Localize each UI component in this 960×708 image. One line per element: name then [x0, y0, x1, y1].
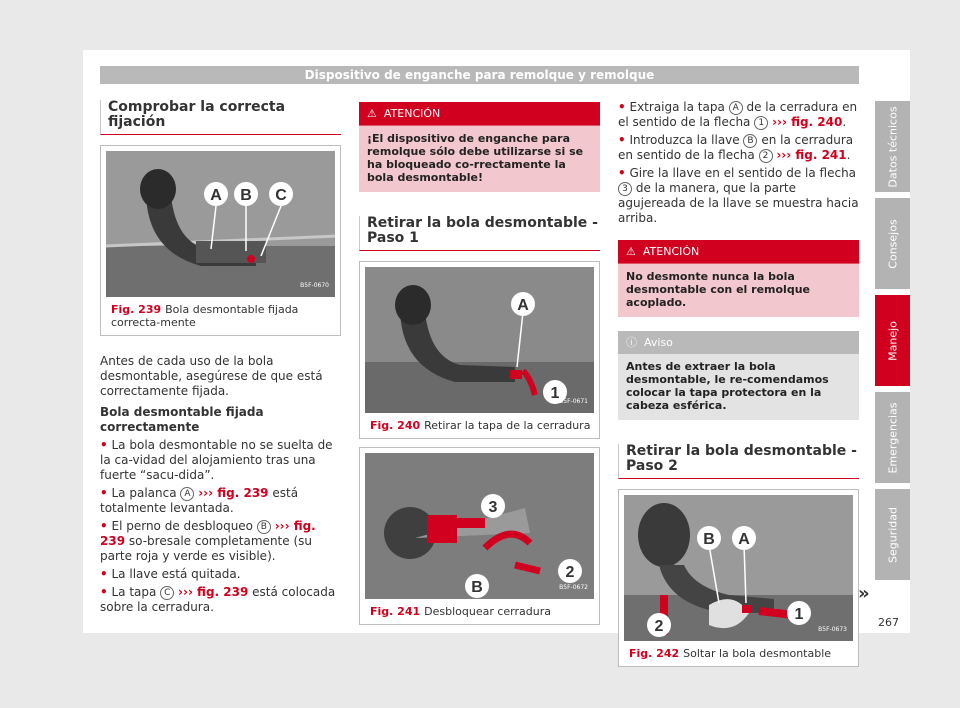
- image-code: B5F-0670: [300, 282, 329, 289]
- figure-239: [100, 145, 341, 336]
- caption-text: Soltar la bola desmontable: [683, 647, 832, 660]
- caption-text: Retirar la tapa de la cerradura: [424, 419, 591, 432]
- side-tab-seguridad[interactable]: Seguridad: [875, 489, 910, 580]
- continue-arrow: »: [858, 583, 870, 604]
- info-icon: ⓘ: [626, 336, 637, 349]
- callout-2: 2: [654, 618, 664, 635]
- page-number: 267: [878, 616, 899, 629]
- warning-header: ⚠ ATENCIÓN: [618, 240, 859, 264]
- cover-removal-image: [365, 267, 594, 413]
- warning-box: [618, 240, 859, 317]
- fig-link[interactable]: ››› fig. 239: [178, 585, 249, 599]
- letter-badge: C: [160, 586, 174, 600]
- note-box: [618, 331, 859, 420]
- warning-icon: ⚠: [626, 245, 636, 258]
- callout-a: A: [517, 297, 529, 314]
- callout-b: B: [471, 579, 483, 596]
- list-item: • La palanca A ››› fig. 239 está totalmente levantada.: [100, 486, 299, 515]
- fig-link[interactable]: ››› fig. 239: [198, 486, 269, 500]
- subheading: Bola desmontable fijada correctamente: [100, 405, 264, 434]
- figure-label: Fig. 239: [111, 303, 162, 316]
- letter-badge: B: [743, 134, 757, 148]
- image-code: B5F-0672: [559, 584, 588, 591]
- side-tab-manejo[interactable]: Manejo: [875, 295, 910, 386]
- side-tab-emergencias[interactable]: Emergencias: [875, 392, 910, 483]
- figure-241: [359, 447, 600, 625]
- number-badge: 1: [754, 116, 768, 130]
- note-text: Antes de extraer la bola desmontable, le re-comendamos colocar la tapa protectora en la cabeza esférica.: [618, 354, 859, 420]
- warning-box: [359, 102, 600, 192]
- warning-text: ¡El dispositivo de enganche para remolque sólo debe utilizarse si se ha bloqueado co-rrectamente la bola desmontable!: [359, 126, 600, 192]
- callout-3: 3: [488, 499, 498, 516]
- fig-link[interactable]: ››› fig. 241: [776, 148, 847, 162]
- list-item: • La bola desmontable no se suelta de la ca-vidad del alojamiento tras una fuerte “sacu-dida”.: [100, 438, 333, 482]
- tow-ball-image: [106, 151, 335, 297]
- warning-text: No desmonte nunca la bola desmontable con el remolque acoplado.: [618, 264, 859, 317]
- list-item: • Gire la llave en el sentido de la flecha 3 de la manera, que la parte agujereada de la llave se muestra hacia arriba.: [618, 166, 859, 225]
- right-column: [618, 100, 859, 667]
- section-title: Retirar la bola desmontable - Paso 1: [359, 216, 600, 251]
- figure-caption: [619, 641, 858, 666]
- image-code: B5F-0671: [559, 398, 588, 405]
- warning-header: ⚠ ATENCIÓN: [359, 102, 600, 126]
- section-title: Retirar la bola desmontable - Paso 2: [618, 444, 859, 479]
- side-tab-datos-tecnicos[interactable]: Datos técnicos: [875, 101, 910, 192]
- list-item: • La tapa C ››› fig. 239 está colocada sobre la cerradura.: [100, 585, 336, 614]
- letter-badge: A: [729, 101, 743, 115]
- figure-label: Fig. 241: [370, 605, 421, 618]
- callout-a: A: [210, 187, 222, 204]
- unlock-image: [365, 453, 594, 599]
- warning-icon: ⚠: [367, 107, 377, 120]
- figure-242: [618, 489, 859, 667]
- figure-240: [359, 261, 600, 439]
- list-item: • Extraiga la tapa A de la cerradura en el sentido de la flecha 1 ››› fig. 240.: [618, 100, 858, 129]
- caption-text: Bola desmontable fijada correcta-mente: [111, 303, 299, 329]
- callout-1: 1: [794, 606, 804, 623]
- release-ball-image: [624, 495, 853, 641]
- caption-text: Desbloquear cerradura: [424, 605, 551, 618]
- callout-1: 1: [550, 385, 560, 402]
- left-column: [100, 100, 341, 618]
- callout-2: 2: [565, 564, 575, 581]
- figure-label: Fig. 240: [370, 419, 421, 432]
- chapter-header: Dispositivo de enganche para remolque y remolque: [100, 66, 859, 84]
- figure-caption: [360, 599, 599, 624]
- image-code: B5F-0673: [818, 626, 847, 633]
- callout-b: B: [703, 531, 715, 548]
- note-header: ⓘ Aviso: [618, 331, 859, 354]
- fig-link[interactable]: ››› fig. 240: [772, 115, 843, 129]
- fig-link[interactable]: ››› fig. 239: [100, 519, 316, 548]
- callout-b: B: [240, 187, 252, 204]
- list-item: • Introduzca la llave B en la cerradura en sentido de la flecha 2 ››› fig. 241.: [618, 133, 854, 162]
- intro-paragraph: Antes de cada uso de la bola desmontable, asegúrese de que está correctamente fijada.: [100, 354, 323, 398]
- section-title: Comprobar la correcta fijación: [100, 100, 341, 135]
- callout-a: A: [738, 531, 750, 548]
- list-item: • El perno de desbloqueo B ››› fig. 239 so-bresale completamente (su parte roja y verde es visible).: [100, 519, 316, 563]
- letter-badge: B: [257, 520, 271, 534]
- figure-caption: [101, 297, 340, 335]
- letter-badge: A: [180, 487, 194, 501]
- callout-c: C: [275, 187, 287, 204]
- figure-label: Fig. 242: [629, 647, 680, 660]
- figure-caption: [360, 413, 599, 438]
- side-tab-consejos[interactable]: Consejos: [875, 198, 910, 289]
- number-badge: 2: [759, 149, 773, 163]
- number-badge: 3: [618, 182, 632, 196]
- middle-column: [359, 102, 600, 625]
- list-item: • La llave está quitada.: [100, 567, 241, 581]
